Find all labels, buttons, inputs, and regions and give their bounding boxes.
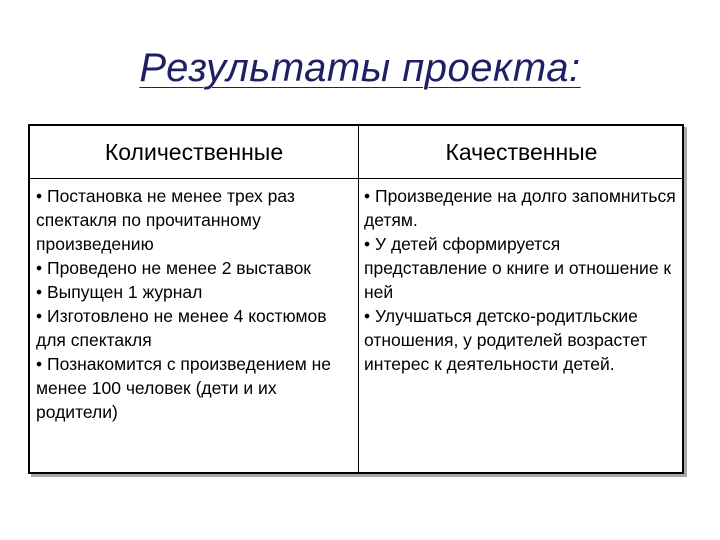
header-qualitative: Качественные — [445, 138, 598, 165]
quantitative-item: • Познакомится с произведением не менее 100 человек (дети и их родители) — [36, 354, 332, 422]
quantitative-item: • Выпущен 1 журнал — [36, 282, 203, 302]
header-quantitative: Количественные — [104, 138, 284, 165]
qualitative-item: • Произведение на долго запомниться детям. — [364, 186, 676, 230]
qualitative-list — [364, 184, 682, 376]
qualitative-item: • Улучшаться детско-родитльские отношения, у родителей возрастет интерес к деятельности детей. — [364, 306, 648, 374]
header-divider — [30, 178, 682, 179]
quantitative-item: • Постановка не менее трех раз спектакля по прочитанному произведению — [36, 186, 295, 254]
quantitative-item: • Изготовлено не менее 4 костюмов для спектакля — [36, 306, 327, 350]
quantitative-list — [36, 184, 354, 424]
quantitative-item: • Проведено не менее 2 выставок — [36, 258, 311, 278]
qualitative-item: • У детей сформируется представление о книге и отношение к ней — [364, 234, 672, 302]
results-table — [28, 124, 684, 474]
slide-title: Результаты проекта: — [139, 46, 581, 90]
